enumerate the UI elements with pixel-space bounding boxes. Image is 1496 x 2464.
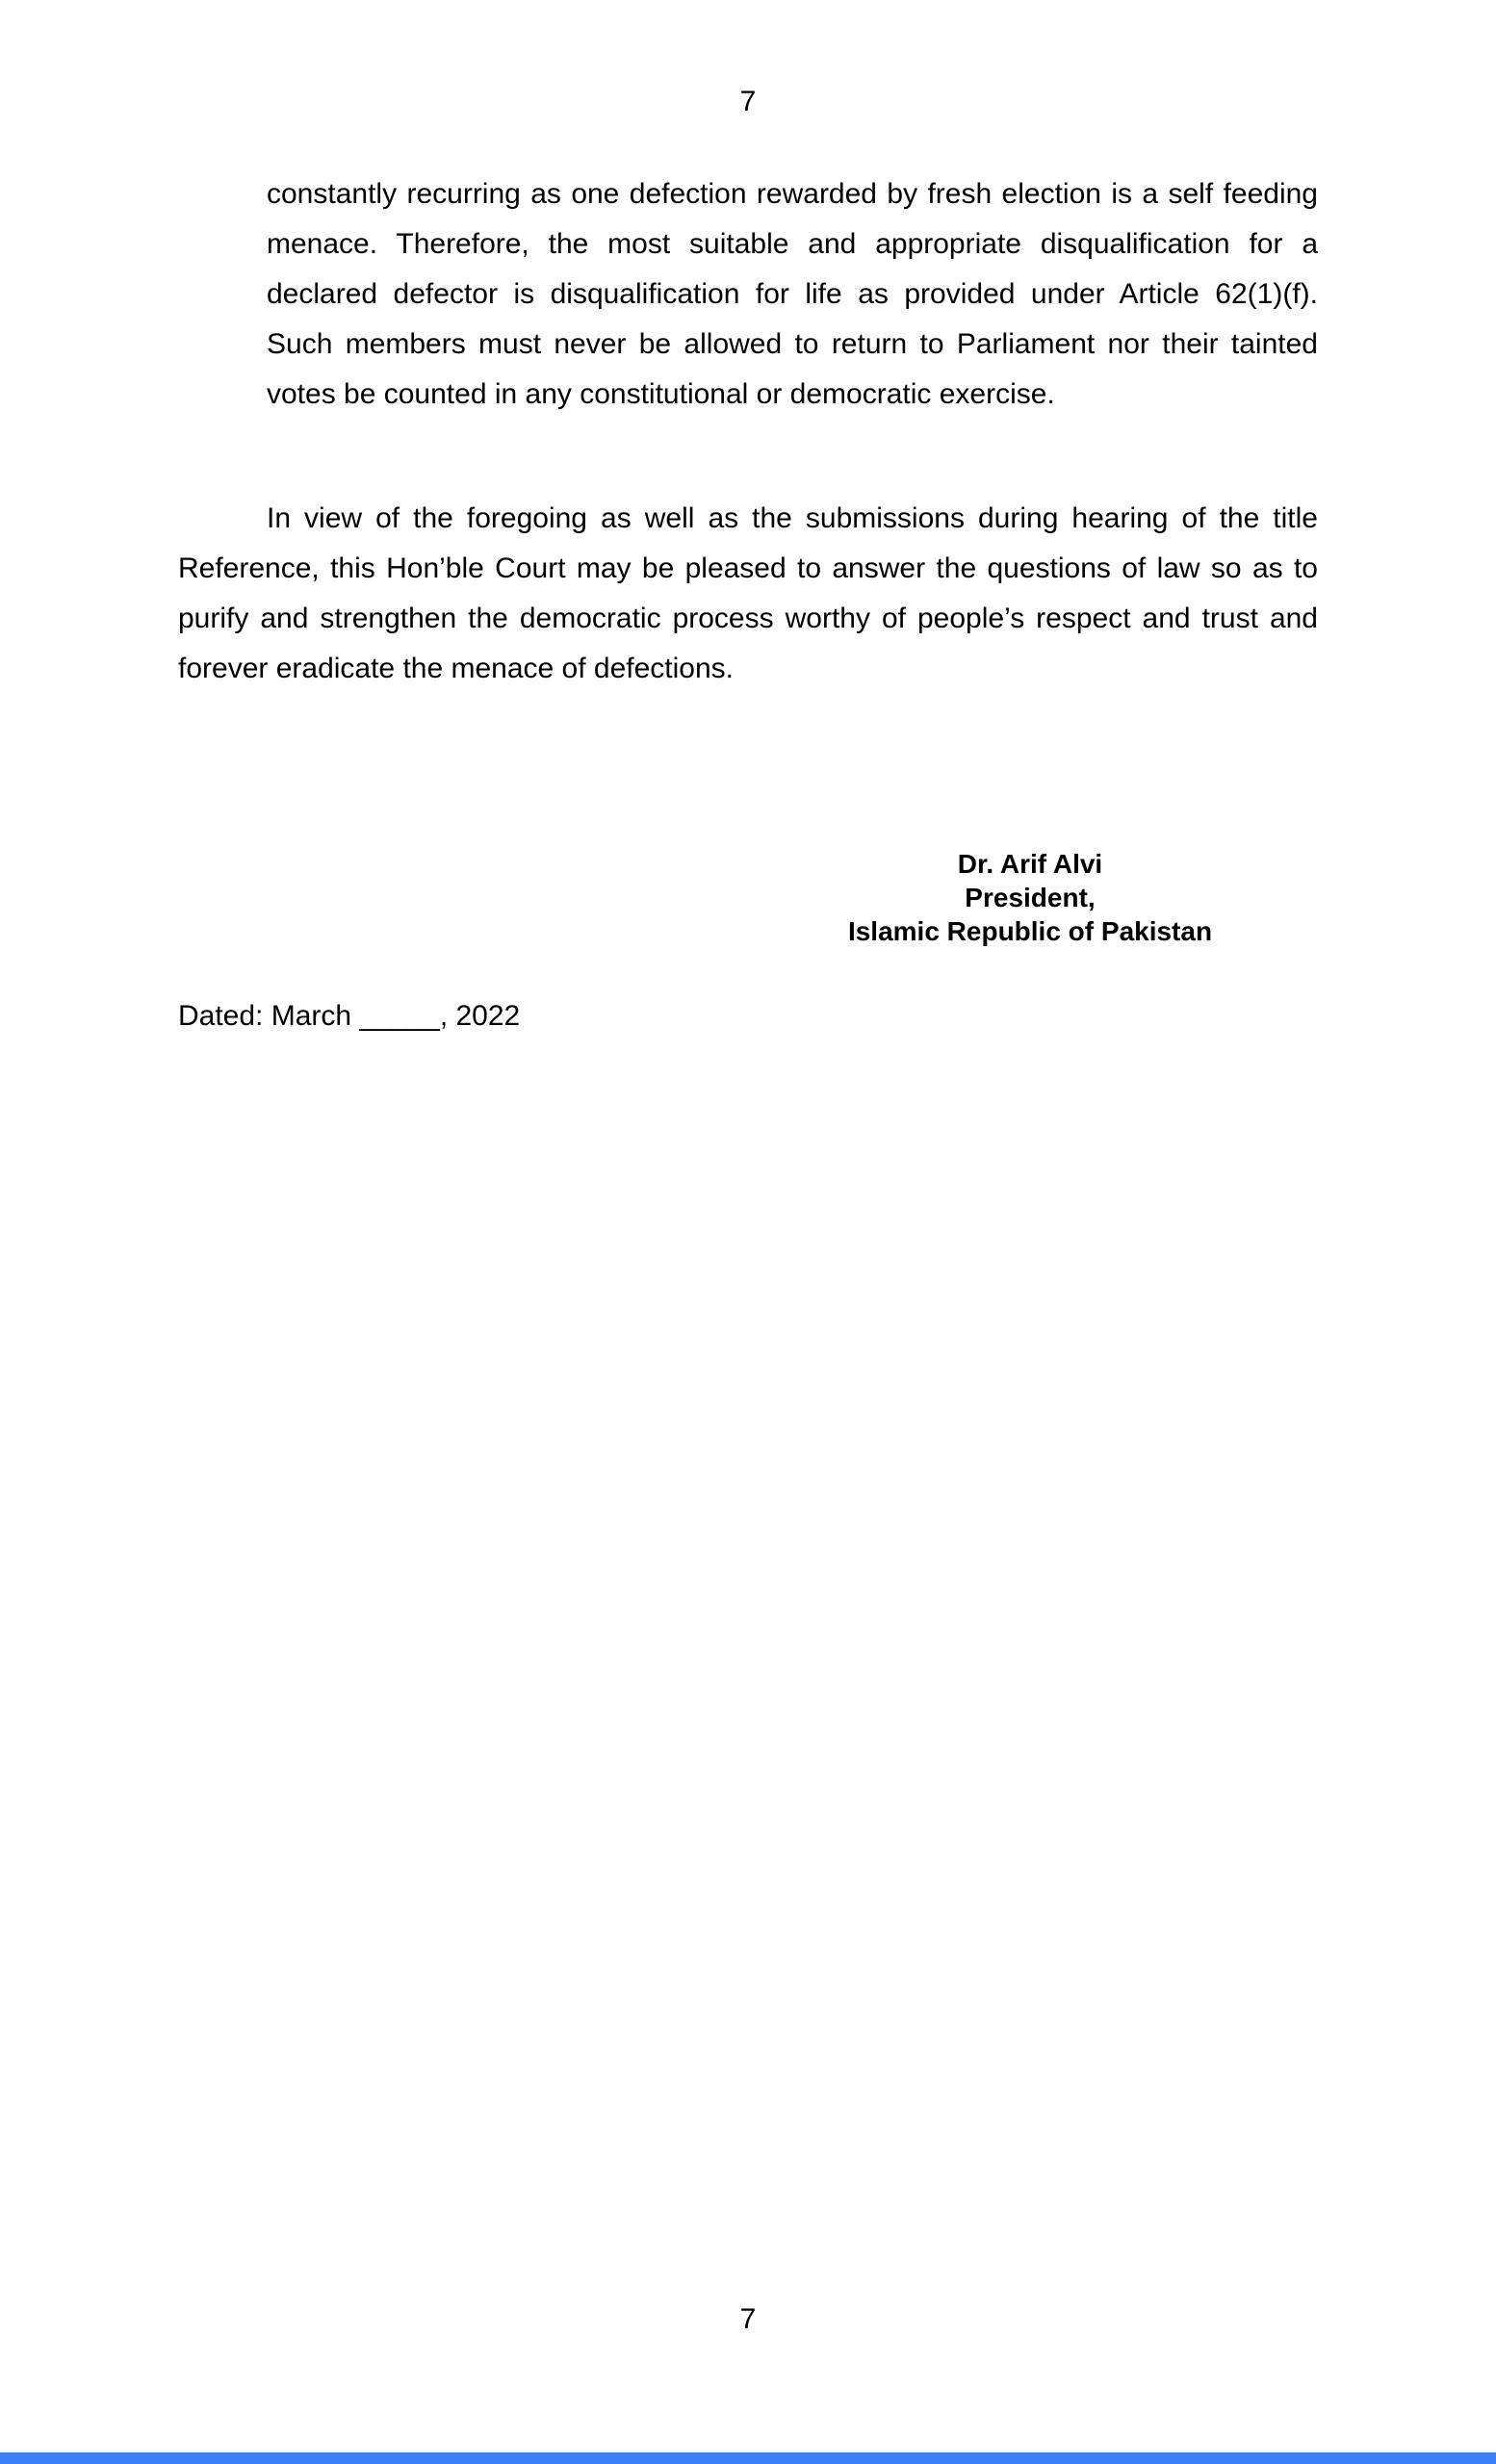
text-line: purify and strengthen the democratic process worthy of people’s respect and trust and [178, 603, 1318, 634]
page-number-bottom: 7 [739, 2303, 757, 2335]
text-line: Such members must never be allowed to return to Parliament nor their tainted [267, 328, 1318, 360]
text-line: declared defector is disqualification for life as provided under Article 62(1)(f). [267, 278, 1318, 310]
bottom-edge-bar [0, 2452, 1496, 2464]
signature-block [674, 847, 1386, 948]
text-line: Reference, this Hon’ble Court may be pleased to answer the questions of law so as to [178, 552, 1318, 584]
text-line: menace. Therefore, the most suitable and appropriate disqualification for a [267, 228, 1318, 260]
signatory-name: Dr. Arif Alvi [957, 849, 1103, 879]
signatory-title: President, [965, 883, 1096, 912]
signatory-organization: Islamic Republic of Pakistan [847, 916, 1213, 946]
dated-line: Dated: March _____, 2022 [178, 1000, 521, 1032]
paragraph-block-quote [267, 169, 1318, 420]
page-number-top: 7 [739, 86, 757, 117]
text-line: forever eradicate the menace of defections. [178, 653, 735, 684]
text-line: votes be counted in any constitutional or democratic exercise. [267, 378, 1055, 410]
paragraph-closing [178, 494, 1318, 694]
text-line: constantly recurring as one defection rewarded by fresh election is a self feeding [267, 178, 1318, 210]
text-line: In view of the foregoing as well as the submissions during hearing of the title [267, 502, 1318, 534]
